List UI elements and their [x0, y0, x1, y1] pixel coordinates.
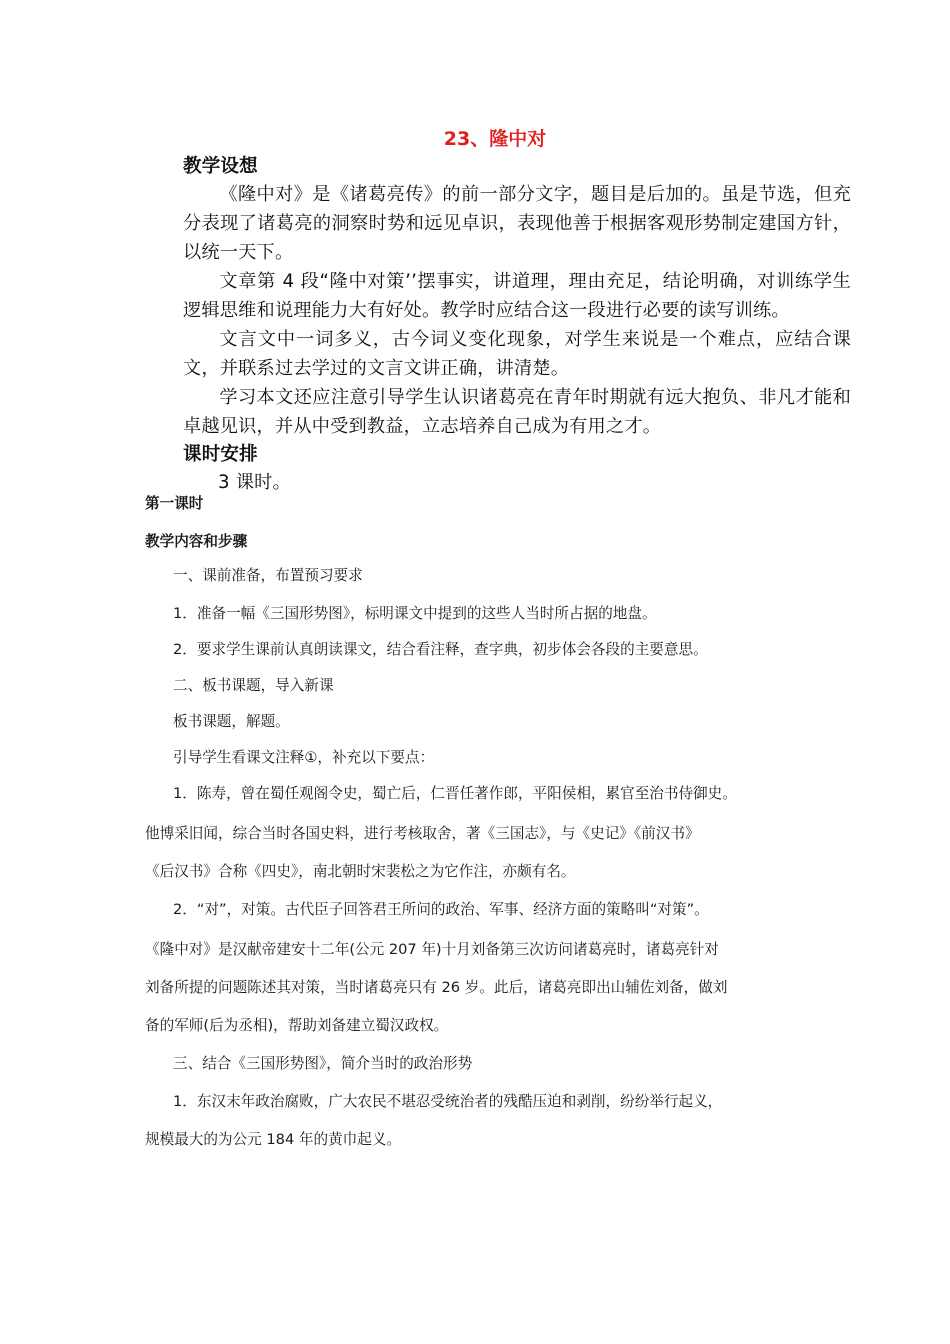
body-line: 规模最大的为公元 184 年的黄巾起义。	[145, 1131, 402, 1148]
body-line: 刘备所提的问题陈述其对策，当时诸葛亮只有 26 岁。此后，诸葛亮即出山辅佐刘备，做刘	[145, 979, 728, 996]
schedule-heading: 课时安排	[183, 444, 258, 465]
design-paragraph: 文言文中一词多义，古今词义变化现象，对学生来说是一个难点，应结合课文，并联系过去学过的文言文讲正确，讲清楚。	[183, 329, 851, 379]
body-line: 《隆中对》是汉献帝建安十二年(公元 207 年)十月刘备第三次访问诸葛亮时，诸葛亮针对	[145, 941, 719, 958]
list-item: 2．“对”，对策。古代臣子回答君王所问的政治、军事、经济方面的策略叫“对策”。	[173, 901, 709, 918]
document-title: 23、隆中对	[443, 128, 547, 150]
section-heading-prep: 一、课前准备，布置预习要求	[173, 567, 363, 584]
section-heading-intro: 二、板书课题，导入新课	[173, 677, 334, 694]
body-line: 《后汉书》合称《四史》，南北朝时宋裴松之为它作注，亦颇有名。	[145, 863, 576, 880]
list-item: 2．要求学生课前认真朗读课文，结合看注释，查字典，初步体会各段的主要意思。	[173, 641, 708, 658]
design-paragraph: 《隆中对》是《诸葛亮传》的前一部分文字，题目是后加的。虽是节选，但充分表现了诸葛亮的洞察时势和远见卓识，表现他善于根据客观形势制定建国方针，以统一天下。	[183, 184, 851, 263]
lesson-heading: 第一课时	[145, 495, 204, 512]
schedule-hours: 3 课时。	[218, 472, 291, 493]
body-line: 引导学生看课文注释①，补充以下要点：	[173, 749, 435, 766]
design-paragraph: 学习本文还应注意引导学生认识诸葛亮在青年时期就有远大抱负、非凡才能和卓越见识，并从中受到教益，立志培养自己成为有用之才。	[183, 387, 851, 437]
list-item: 1．东汉末年政治腐败，广大农民不堪忍受统治者的残酷压迫和剥削，纷纷举行起义，	[173, 1093, 723, 1110]
body-line: 板书课题，解题。	[173, 713, 290, 730]
lesson-subheading: 教学内容和步骤	[145, 533, 248, 550]
teaching-design-section	[183, 153, 851, 497]
section-heading-politics: 三、结合《三国形势图》，简介当时的政治形势	[173, 1055, 473, 1072]
list-item: 1．陈寿，曾在蜀任观阁令史，蜀亡后，仁晋任著作郎，平阳侯相，累官至治书侍御史。	[173, 785, 737, 802]
list-item: 1．准备一幅《三国形势图》，标明课文中提到的这些人当时所占据的地盘。	[173, 605, 657, 622]
design-paragraph: 文章第 4 段“隆中对策’’摆事实，讲道理，理由充足，结论明确，对训练学生逻辑思维和说理能力大有好处。教学时应结合这一段进行必要的读写训练。	[183, 271, 851, 321]
body-line: 他博采旧闻，综合当时各国史料，进行考核取舍，著《三国志》，与《史记》《前汉书》	[145, 825, 700, 842]
teaching-design-heading: 教学设想	[183, 156, 258, 177]
body-line: 备的军师(后为丞相)，帮助刘备建立蜀汉政权。	[145, 1017, 449, 1034]
